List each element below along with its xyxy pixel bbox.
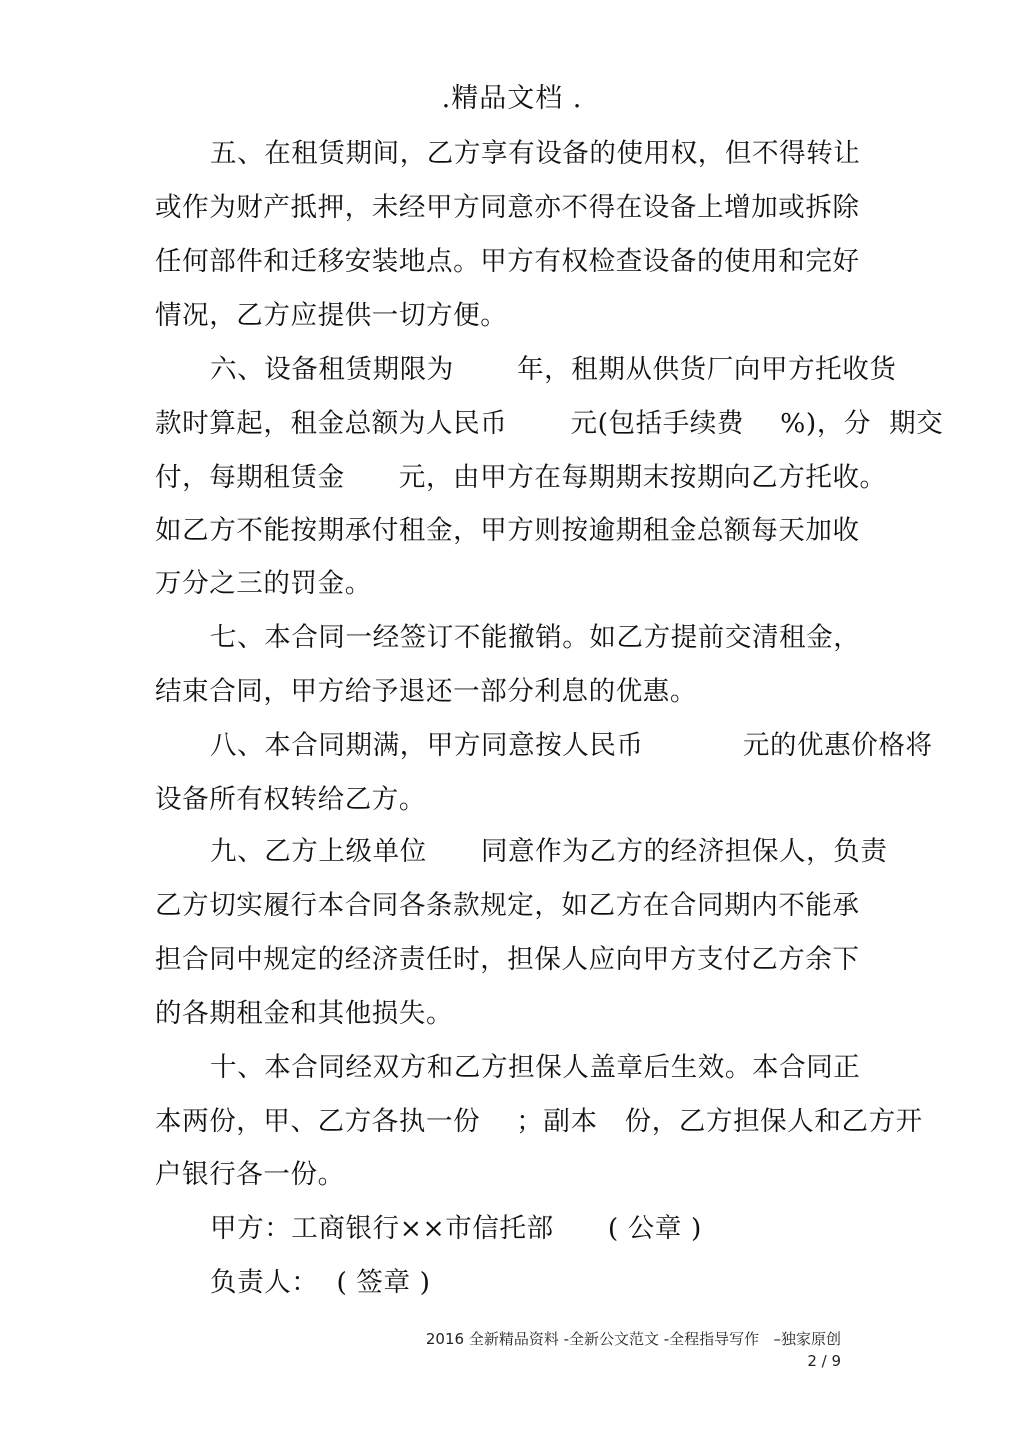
text-line: 付，每期租赁金 元，由甲方在每期期末按期向乙方托收。 (155, 462, 887, 493)
text-line: 八、本合同期满，甲方同意按人民币 元的优惠价格将 (210, 730, 933, 761)
text-line: 乙方切实履行本合同各条款规定，如乙方在合同期内不能承 (155, 890, 860, 921)
responsible-person-line: 负责人： ( 签章 ) (210, 1267, 431, 1298)
text-line: 户银行各一份。 (155, 1159, 345, 1190)
text-line: 十、本合同经双方和乙方担保人盖章后生效。本合同正 (210, 1052, 861, 1083)
text-line: 六、设备租赁期限为 年，租期从供货厂向甲方托收货 (210, 354, 897, 385)
text-line: 结束合同，甲方给予退还一部分利息的优惠。 (155, 676, 697, 707)
text-line: 担合同中规定的经济责任时，担保人应向甲方支付乙方余下 (155, 944, 860, 975)
page-number: 2 / 9 (807, 1352, 841, 1370)
party-a-line: 甲方：工商银行××市信托部 ( 公章 ) (210, 1213, 702, 1244)
text-line: 五、在租赁期间，乙方享有设备的使用权，但不得转让 (210, 138, 861, 169)
text-line: 七、本合同一经签订不能撤销。如乙方提前交清租金， (210, 622, 861, 653)
text-line: 本两份，甲、乙方各执一份 ；副本 份，乙方担保人和乙方开 (155, 1106, 923, 1137)
text-line: 万分之三的罚金。 (155, 568, 372, 599)
page-footer: 2016 全新精品资料 -全新公文范文 -全程指导写作 –独家原创 (425, 1330, 841, 1348)
text-line: 情况，乙方应提供一切方便。 (155, 300, 508, 331)
text-line: 任何部件和迁移安装地点。甲方有权检查设备的使用和完好 (155, 246, 860, 277)
text-line: 如乙方不能按期承付租金，甲方则按逾期租金总额每天加收 (155, 515, 860, 546)
text-line: 的各期租金和其他损失。 (155, 998, 454, 1029)
text-line: 或作为财产抵押，未经甲方同意亦不得在设备上增加或拆除 (155, 192, 860, 223)
text-line: 款时算起，租金总额为人民币 元(包括手续费 %)，分 期交 (155, 408, 944, 439)
text-line: 九、乙方上级单位 同意作为乙方的经济担保人，负责 (210, 836, 888, 867)
page-header: .精品文档 . (441, 83, 583, 114)
text-line: 设备所有权转给乙方。 (155, 784, 426, 815)
